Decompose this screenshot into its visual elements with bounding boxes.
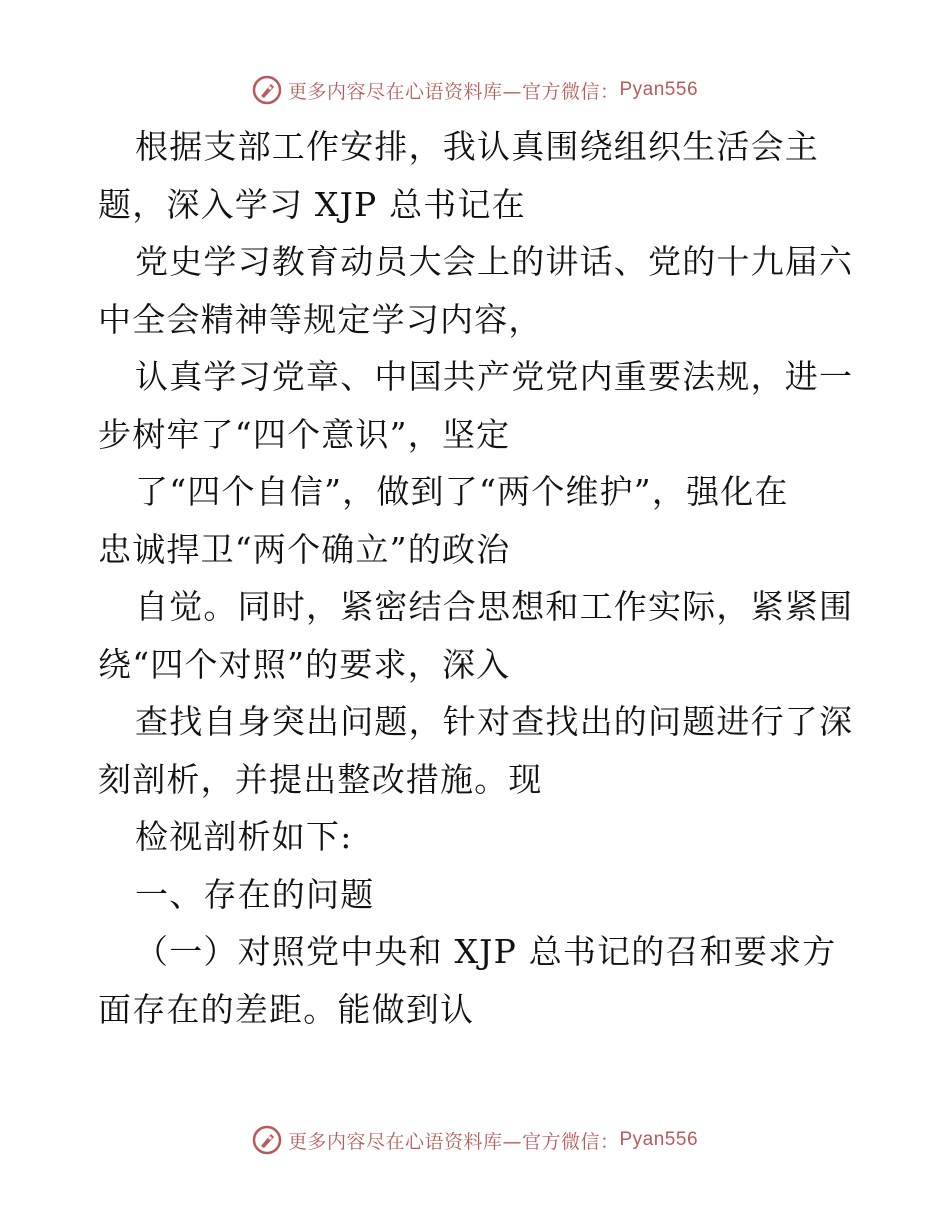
watermark-wechat-id: Pyan556 — [619, 79, 699, 100]
pen-nib-logo-icon — [252, 75, 282, 105]
text-line: 中全会精神等规定学习内容， — [98, 299, 543, 339]
text-line: 绕“四个对照”的要求，深入 — [98, 644, 511, 684]
text-line: 忠诚捍卫“两个确立”的政治 — [98, 529, 511, 569]
watermark-text: 更多内容尽在心语资料库—官方微信： — [287, 80, 620, 103]
text-line: 认真学习党章、中国共产党党内重要法规，进一 — [135, 357, 854, 396]
text-line: 根据支部工作安排，我认真围绕组织生活会主 — [135, 127, 819, 166]
footer-watermark — [0, 1120, 950, 1160]
document-body — [98, 118, 858, 1038]
text-line: 题，深入学习 XJP 总书记在 — [98, 184, 526, 224]
text-line: （一）对照党中央和 XJP 总书记的召和要求方 — [135, 932, 837, 971]
pen-nib-logo-icon — [252, 1125, 282, 1155]
text-line: 自觉。同时，紧密结合思想和工作实际，紧紧围 — [135, 587, 854, 626]
text-line: 检视剖析如下: — [135, 817, 353, 856]
text-line: 了“四个自信”，做到了“两个维护”，强化在 — [135, 472, 789, 511]
text-line: 面存在的差距。能做到认 — [98, 989, 475, 1029]
watermark-text: 更多内容尽在心语资料库—官方微信： — [287, 1130, 620, 1153]
watermark-wechat-id: Pyan556 — [619, 1129, 699, 1150]
text-line: 步树牢了“四个意识”，坚定 — [98, 414, 511, 454]
text-line: 一、存在的问题 — [135, 874, 375, 914]
header-watermark — [0, 70, 950, 110]
text-line: 党史学习教育动员大会上的讲话、党的十九届六 — [135, 242, 854, 281]
text-line: 查找自身突出问题，针对查找出的问题进行了深 — [135, 702, 854, 741]
text-line: 刻剖析，并提出整改措施。现 — [98, 759, 543, 799]
